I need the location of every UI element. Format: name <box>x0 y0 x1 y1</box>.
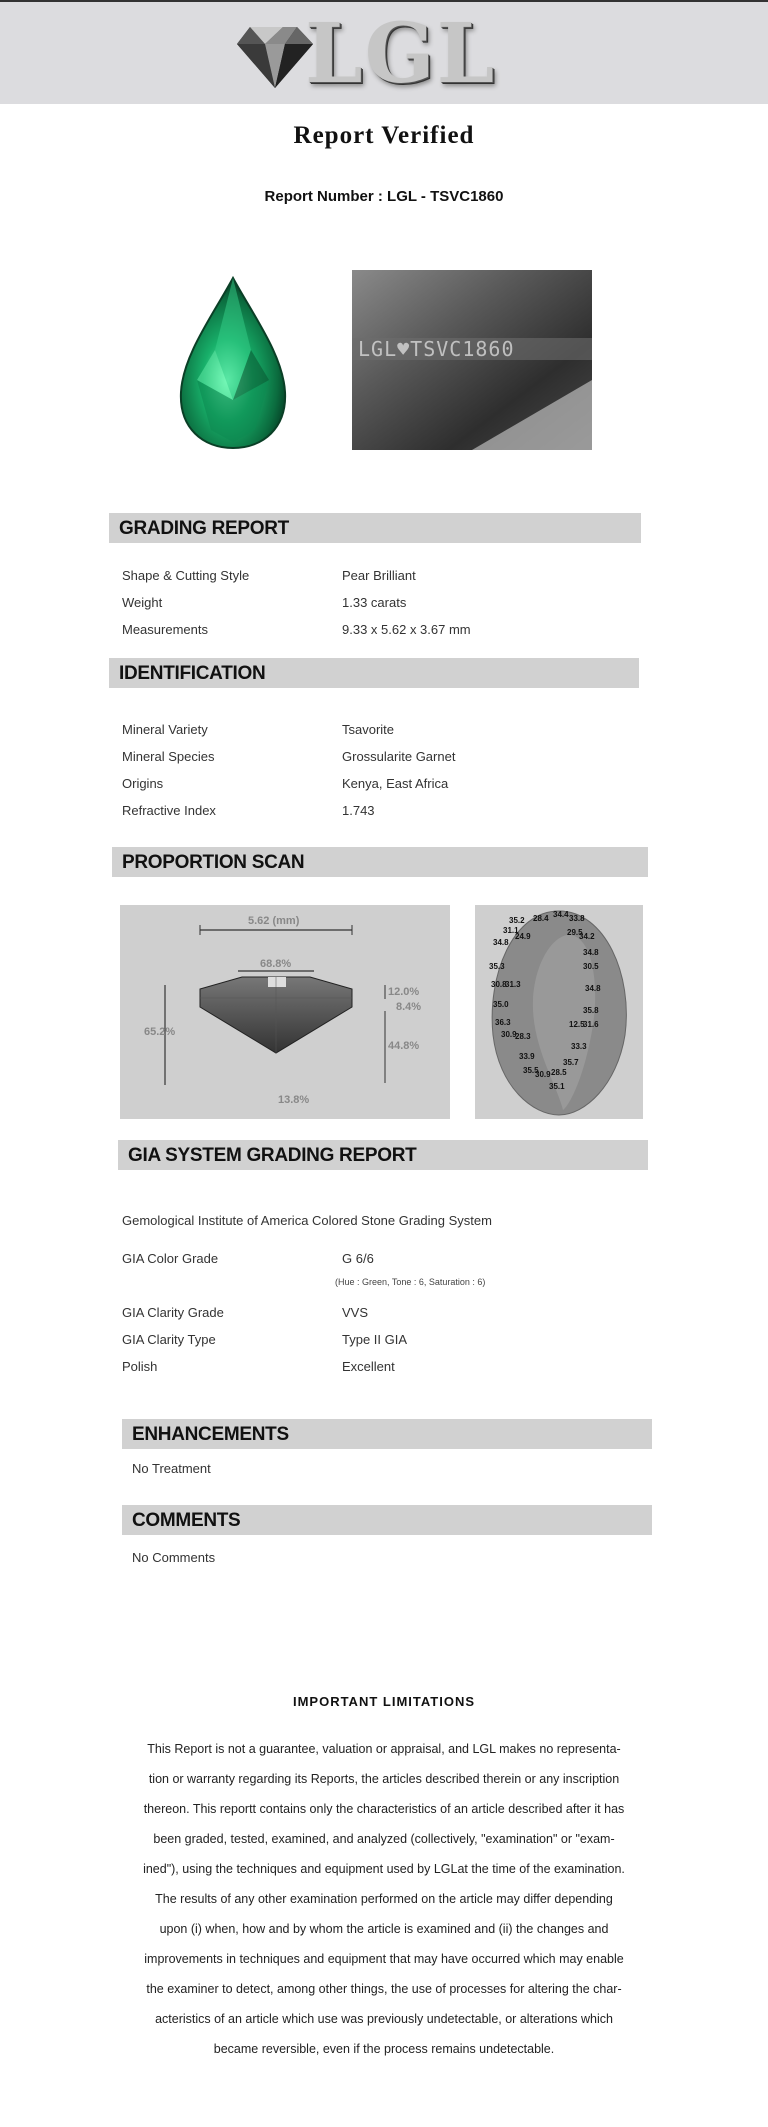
row-label: Refractive Index <box>122 803 216 818</box>
row-label: Measurements <box>122 622 208 637</box>
logo-text: LGL <box>305 6 497 102</box>
outline-value: 35.1 <box>549 1082 565 1091</box>
gia-color-note: (Hue : Green, Tone : 6, Saturation : 6) <box>335 1277 486 1287</box>
row-value: Kenya, East Africa <box>342 776 449 791</box>
section-proportion-scan <box>112 847 648 877</box>
header-banner <box>0 2 768 104</box>
outline-value: 35.5 <box>523 1066 539 1075</box>
limitations-line: upon (i) when, how and by whom the article is examined and (ii) the changes and <box>159 1922 609 1936</box>
outline-value: 35.3 <box>489 962 505 971</box>
outline-value: 30.9 <box>501 1030 517 1039</box>
limitations-line: became reversible, even if the process remains undetectable. <box>213 2042 555 2056</box>
outline-value: 31.6 <box>583 1020 599 1029</box>
profile-girdle-label: 8.4% <box>396 1001 422 1013</box>
section-heading: GRADING REPORT <box>119 518 289 539</box>
outline-value: 24.9 <box>515 932 531 941</box>
limitations-heading: IMPORTANT LIMITATIONS <box>292 1694 476 1709</box>
limitations-line: the examiner to detect, among other things, the use of processes for altering the char- <box>146 1982 622 1996</box>
outline-value: 30.8 <box>491 980 507 989</box>
row-value: Grossularite Garnet <box>342 749 456 764</box>
outline-value: 29.5 <box>567 928 583 937</box>
outline-value: 34.4 <box>553 910 569 919</box>
comments-text: No Comments <box>132 1550 216 1565</box>
inscription-text: LGL♥TSVC1860 <box>358 337 515 361</box>
gem-photo <box>135 270 325 460</box>
inscription-photo <box>352 270 592 450</box>
limitations-line: improvements in techniques and equipment that may have occurred which may enable <box>144 1952 624 1966</box>
row-value: G 6/6 <box>342 1251 374 1266</box>
outline-value: 28.5 <box>551 1068 567 1077</box>
outline-value: 28.3 <box>515 1032 531 1041</box>
outline-value: 31.3 <box>505 980 521 989</box>
outline-value: 33.3 <box>571 1042 587 1051</box>
row-value: 1.33 carats <box>342 595 407 610</box>
section-heading: GIA SYSTEM GRADING REPORT <box>128 1145 417 1166</box>
row-label: GIA Color Grade <box>122 1251 219 1266</box>
row-label: Shape & Cutting Style <box>122 568 250 583</box>
lgl-logo[interactable] <box>235 6 497 102</box>
limitations-line: been graded, tested, examined, and analyzed (collectively, "examination" or "exam- <box>153 1832 615 1846</box>
outline-value: 35.0 <box>493 1000 509 1009</box>
outline-value: 28.4 <box>533 914 549 923</box>
section-heading: COMMENTS <box>132 1510 241 1531</box>
limitations-body <box>118 1734 650 2064</box>
limitations-line: The results of any other examination performed on the article may differ depending <box>155 1892 613 1906</box>
outline-value: 34.8 <box>585 984 601 993</box>
diamond-icon <box>235 22 315 92</box>
outline-value: 34.8 <box>493 938 509 947</box>
row-label: Mineral Variety <box>122 722 208 737</box>
limitations-line: ined"), using the techniques and equipment used by LGLat the time of the examination. <box>143 1862 625 1876</box>
section-gia-report <box>118 1140 648 1170</box>
report-number: Report Number : LGL - TSVC1860 <box>264 188 504 205</box>
outline-value: 35.8 <box>583 1006 599 1015</box>
outline-value: 30.9 <box>535 1070 551 1079</box>
outline-value: 35.7 <box>563 1058 579 1067</box>
limitations-line: This Report is not a guarantee, valuation or appraisal, and LGL makes no representa- <box>147 1742 621 1756</box>
outline-value: 31.1 <box>503 926 519 935</box>
enhancements-text: No Treatment <box>132 1461 211 1476</box>
row-value: 9.33 x 5.62 x 3.67 mm <box>342 622 471 637</box>
outline-value: 12.5 <box>569 1020 585 1029</box>
limitations-line: tion or warranty regarding its Reports, the articles described therein or any inscription <box>148 1772 620 1786</box>
section-heading: PROPORTION SCAN <box>122 852 305 873</box>
profile-width-label: 5.62 (mm) <box>248 915 300 927</box>
row-value: 1.743 <box>342 803 375 818</box>
row-label: GIA Clarity Grade <box>122 1305 224 1320</box>
profile-pavilion-label: 44.8% <box>388 1040 420 1052</box>
section-enhancements <box>122 1419 652 1449</box>
row-label: Weight <box>122 595 163 610</box>
outline-value: 34.8 <box>583 948 599 957</box>
row-value: Type II GIA <box>342 1332 408 1347</box>
section-comments <box>122 1505 652 1535</box>
page-title: Report Verified <box>293 122 475 149</box>
limitations-line: acteristics of an article which use was previously undetectable, or alterations which <box>155 2012 613 2026</box>
section-identification <box>109 658 639 688</box>
row-value: Excellent <box>342 1359 395 1374</box>
row-label: Origins <box>122 776 164 791</box>
outline-value: 33.8 <box>569 914 585 923</box>
section-heading: ENHANCEMENTS <box>132 1424 289 1445</box>
row-value: Tsavorite <box>342 722 395 737</box>
section-heading: IDENTIFICATION <box>119 663 266 684</box>
outline-value: 35.2 <box>509 916 525 925</box>
outline-diagram <box>475 905 643 1119</box>
row-label: Mineral Species <box>122 749 215 764</box>
outline-value: 36.3 <box>495 1018 511 1027</box>
section-grading-report <box>109 513 641 543</box>
row-label: GIA Clarity Type <box>122 1332 216 1347</box>
gia-subtitle: Gemological Institute of America Colored Stone Grading System <box>122 1213 492 1228</box>
limitations-line: thereon. This reportt contains only the characteristics of an article described after it has <box>143 1802 625 1816</box>
row-value: VVS <box>342 1305 369 1320</box>
outline-value: 33.9 <box>519 1052 535 1061</box>
profile-diagram <box>120 905 450 1119</box>
row-value: Pear Brilliant <box>342 568 416 583</box>
outline-value: 34.2 <box>579 932 595 941</box>
profile-crown-label: 12.0% <box>388 986 420 998</box>
outline-value: 30.5 <box>583 962 599 971</box>
row-label: Polish <box>122 1359 158 1374</box>
profile-depth-label: 65.2% <box>144 1026 176 1038</box>
profile-table-label: 68.8% <box>260 958 292 970</box>
profile-culet-label: 13.8% <box>278 1094 310 1106</box>
